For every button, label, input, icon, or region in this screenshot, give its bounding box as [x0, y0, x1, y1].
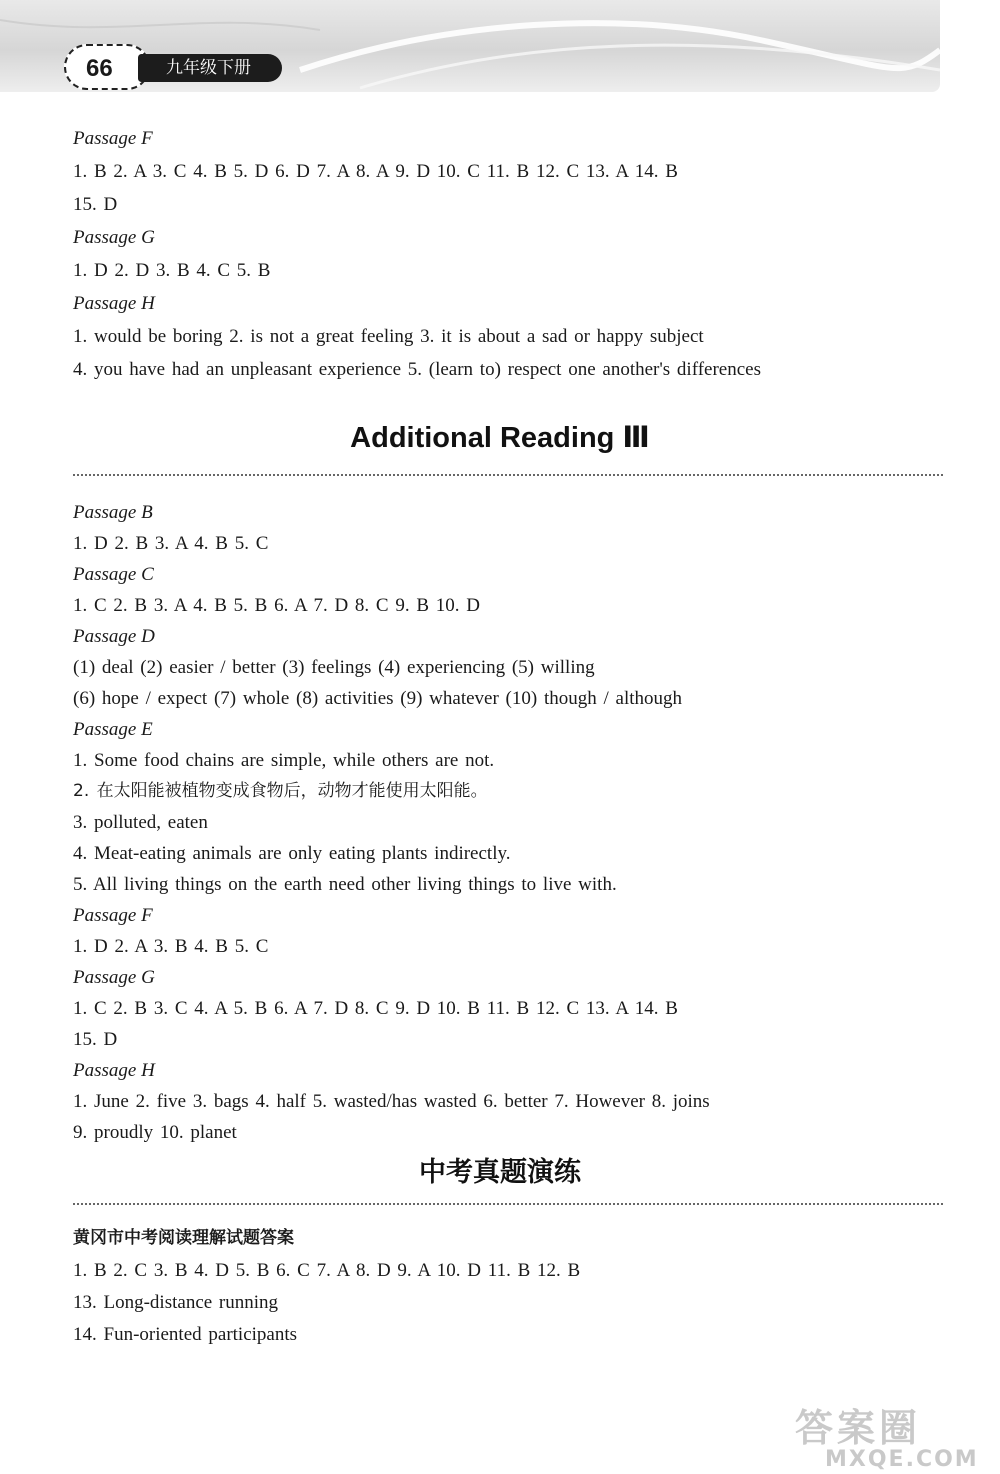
answer-line: (6) hope / expect (7) whole (8) activities (9) whatever (10) though / although	[73, 688, 683, 709]
answer-line: 15. D	[73, 1029, 118, 1050]
answer-line: 14. Fun-oriented participants	[73, 1324, 298, 1345]
answer-line: 9. proudly 10. planet	[73, 1122, 237, 1143]
answer-line: 1. would be boring 2. is not a great feeling 3. it is about a sad or happy subject	[73, 326, 704, 347]
passage-label: Passage H	[73, 1060, 155, 1081]
block-exam-practice	[73, 1222, 933, 1351]
answer-line: 4. you have had an unpleasant experience 5. (learn to) respect one another's differences	[73, 359, 761, 380]
answer-line: 1. June 2. five 3. bags 4. half 5. wasted/has wasted 6. better 7. However 8. joins	[73, 1091, 710, 1112]
answer-line: (1) deal (2) easier / better (3) feelings (4) experiencing (5) willing	[73, 657, 595, 678]
passage-label: Passage D	[73, 626, 155, 647]
watermark-site-text: MXQE.COM	[825, 1447, 979, 1472]
page-number: 66	[64, 44, 150, 90]
answer-line: 13. Long-distance running	[73, 1292, 279, 1313]
section-divider	[73, 1203, 943, 1205]
block-additional-reading	[73, 497, 933, 1148]
passage-label: Passage B	[73, 502, 153, 523]
passage-label: Passage G	[73, 967, 155, 988]
passage-label: Passage E	[73, 719, 153, 740]
watermark-logo-text: 答案圈	[795, 1406, 922, 1450]
passage-label: Passage F	[73, 905, 153, 926]
watermark	[795, 1408, 995, 1474]
answer-line: 1. B 2. A 3. C 4. B 5. D 6. D 7. A 8. A 9. D 10. C 11. B 12. C 13. A 14. B	[73, 161, 678, 182]
exam-subheading: 黄冈市中考阅读理解试题答案	[73, 1228, 294, 1248]
passage-label: Passage H	[73, 293, 155, 314]
section-title-exam-practice: 中考真题演练	[419, 1157, 581, 1188]
answer-line: 1. C 2. B 3. C 4. A 5. B 6. A 7. D 8. C 9. D 10. B 11. B 12. C 13. A 14. B	[73, 998, 678, 1019]
answer-line: 1. B 2. C 3. B 4. D 5. B 6. C 7. A 8. D 9. A 10. D 11. B 12. B	[73, 1260, 581, 1281]
answer-line-chinese: 2. 在太阳能被植物变成食物后，动物才能使用太阳能。	[73, 781, 488, 801]
passage-label: Passage G	[73, 227, 155, 248]
answer-line: 1. D 2. D 3. B 4. C 5. B	[73, 260, 271, 281]
section-title-additional-reading: Additional Reading Ⅲ	[350, 422, 650, 454]
answer-line: 1. Some food chains are simple, while others are not.	[73, 750, 495, 771]
answer-line: 1. C 2. B 3. A 4. B 5. B 6. A 7. D 8. C 9. B 10. D	[73, 595, 480, 616]
answer-line: 3. polluted, eaten	[73, 812, 208, 833]
answer-line: 1. D 2. A 3. B 4. B 5. C	[73, 936, 269, 957]
section-divider	[73, 474, 943, 476]
answer-line: 1. D 2. B 3. A 4. B 5. C	[73, 533, 269, 554]
answer-line: 4. Meat-eating animals are only eating plants indirectly.	[73, 843, 511, 864]
passage-label: Passage F	[73, 128, 153, 149]
answer-line: 15. D	[73, 194, 118, 215]
grade-label: 九年级下册	[138, 54, 282, 82]
answer-line: 5. All living things on the earth need other living things to live with.	[73, 874, 617, 895]
block1	[73, 122, 933, 386]
passage-label: Passage C	[73, 564, 154, 585]
